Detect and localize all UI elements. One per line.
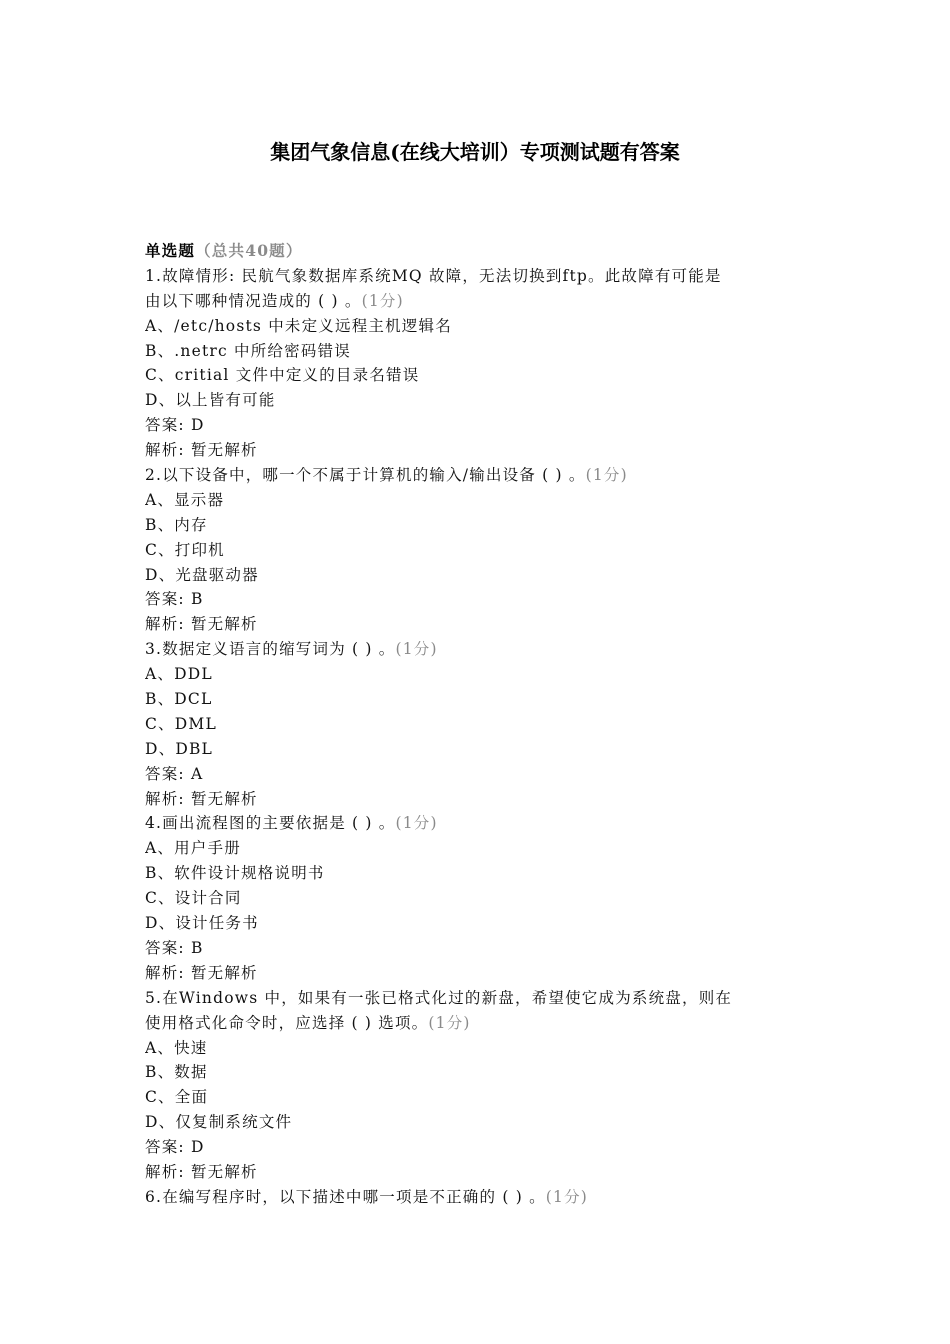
answer: 答案: D — [145, 416, 205, 435]
question-1 — [145, 264, 815, 463]
analysis: 解析: 暂无解析 — [145, 789, 258, 808]
question-text: 4.画出流程图的主要依据是 ( ) 。(1分) — [145, 814, 438, 833]
answer: 答案: B — [145, 590, 204, 609]
section-header — [145, 239, 815, 264]
option-c: C、critial 文件中定义的目录名错误 — [145, 366, 420, 385]
question-2 — [145, 463, 815, 637]
document-title: 集团气象信息(在线大培训）专项测试题有答案 — [270, 140, 680, 164]
option-d: D、DBL — [145, 739, 214, 758]
analysis: 解析: 暂无解析 — [145, 441, 258, 460]
option-a: A、快速 — [145, 1038, 208, 1057]
question-score: (1分) — [545, 1187, 589, 1206]
question-list — [145, 239, 815, 1210]
question-4 — [145, 811, 815, 985]
option-d: D、仅复制系统文件 — [145, 1113, 293, 1132]
question-text: 5.在Windows 中，如果有一张已格式化过的新盘，希望使它成为系统盘，则在 — [145, 988, 733, 1007]
answer: 答案: D — [145, 1138, 205, 1157]
question-6 — [145, 1185, 815, 1210]
analysis: 解析: 暂无解析 — [145, 615, 258, 634]
option-b: B、内存 — [145, 515, 208, 534]
question-text: 使用格式化命令时，应选择 ( ) 选项。(1分) — [145, 1013, 471, 1032]
question-3 — [145, 637, 815, 811]
option-d: D、光盘驱动器 — [145, 565, 259, 584]
answer: 答案: A — [145, 764, 204, 783]
question-score: (1分) — [395, 640, 438, 659]
question-score: (1分) — [361, 291, 404, 310]
question-text: 由以下哪种情况造成的 ( ) 。(1分) — [145, 291, 404, 310]
option-c: C、DML — [145, 714, 217, 733]
option-a: A、用户手册 — [145, 839, 241, 858]
option-c: C、打印机 — [145, 540, 225, 559]
question-text: 6.在编写程序时，以下描述中哪一项是不正确的 ( ) 。(1分) — [145, 1187, 589, 1206]
question-score: (1分) — [428, 1013, 471, 1032]
question-score: (1分) — [585, 466, 628, 485]
option-b: B、软件设计规格说明书 — [145, 864, 325, 883]
question-text: 2.以下设备中，哪一个不属于计算机的输入/输出设备 ( ) 。(1分) — [145, 466, 628, 485]
option-a: A、/etc/hosts 中未定义远程主机逻辑名 — [145, 316, 452, 335]
question-text: 3.数据定义语言的缩写词为 ( ) 。(1分) — [145, 640, 438, 659]
option-c: C、设计合同 — [145, 889, 242, 908]
option-b: B、DCL — [145, 690, 213, 709]
option-a: A、显示器 — [145, 490, 225, 509]
option-b: B、数据 — [145, 1063, 208, 1082]
question-5 — [145, 986, 815, 1185]
analysis: 解析: 暂无解析 — [145, 1162, 258, 1181]
option-a: A、DDL — [145, 665, 213, 684]
section-count: （总共40题） — [195, 241, 303, 260]
analysis: 解析: 暂无解析 — [145, 963, 258, 982]
option-c: C、全面 — [145, 1088, 209, 1107]
option-d: D、设计任务书 — [145, 914, 259, 933]
question-text: 1.故障情形: 民航气象数据库系统MQ 故障，无法切换到ftp。此故障有可能是 — [145, 266, 722, 285]
option-d: D、以上皆有可能 — [145, 391, 276, 410]
question-score: (1分) — [395, 814, 438, 833]
option-b: B、.netrc 中所给密码错误 — [145, 341, 351, 360]
answer: 答案: B — [145, 938, 204, 957]
section-name: 单选题 — [145, 241, 196, 260]
